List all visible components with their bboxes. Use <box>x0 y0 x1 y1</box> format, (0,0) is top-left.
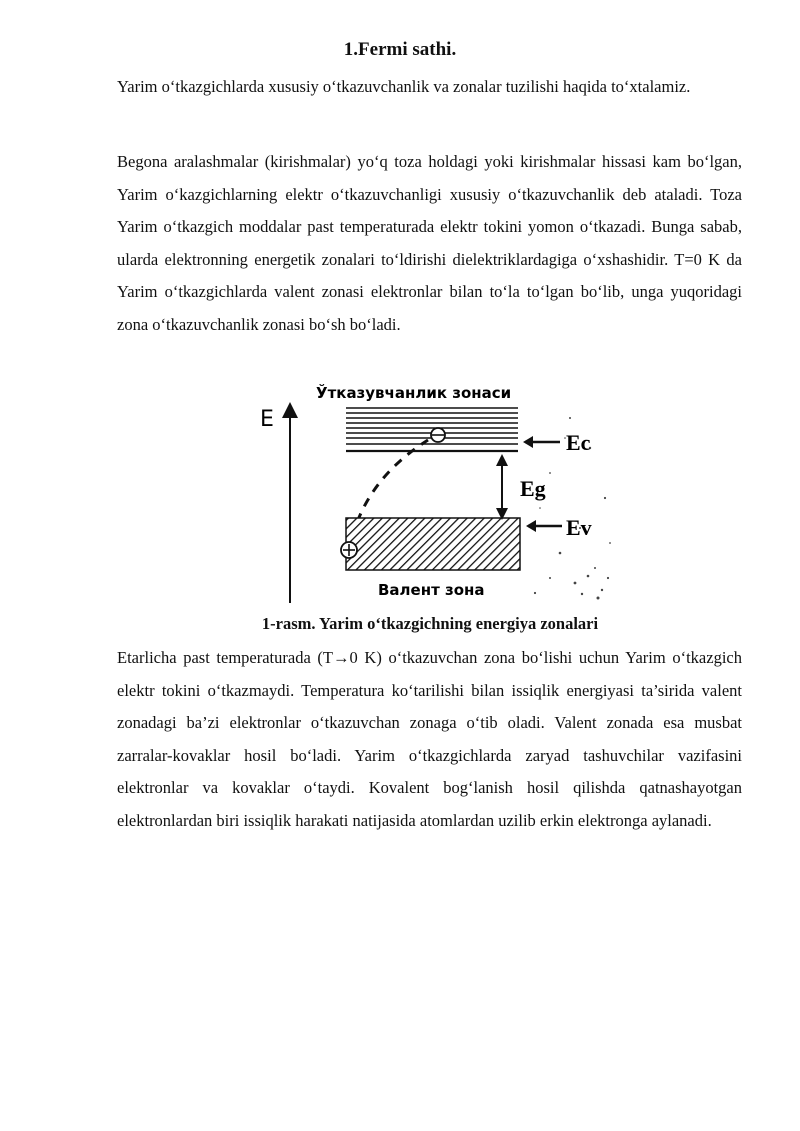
valence-band-label: Валент зона <box>378 581 485 599</box>
energy-axis-label: E <box>260 407 274 432</box>
figure-caption: 1-rasm. Yarim o‘tkazgichning energiya zonalari <box>261 614 599 633</box>
conduction-band-label: Ўтказувчанлик зонаси <box>316 384 512 402</box>
energy-band-figure <box>250 378 615 606</box>
ev-label: Ev <box>566 515 592 540</box>
ec-label: Ec <box>566 430 591 455</box>
section-title: 1.Fermi sathi. <box>343 39 457 60</box>
definition-paragraph: Begona aralashmalar (kirishmalar) yo‘q toza holdagi yoki kirishmalar hissasi kam bo‘lgan, Yarim o‘kazgichlarning elektr o‘tkazuvchanligi xususiy o‘tkazuvchanlik deb ataladi. Toza Yarim o‘tkazgich moddalar past temperaturada elektr tokini yomon o‘tkazadi. Bunga sabab, ularda elektronning energetik zonalari to‘ldirishi dielektriklardagiga o‘xshashidir. T=0 K da Yarim o‘tkazgichlarda valent zonasi elektronlar bilan to‘la to‘lgan bo‘lib, unga yuqoridagi zona o‘tkazuvchanlik zonasi bo‘sh bo‘ladi. <box>117 152 742 334</box>
conduction-band <box>346 408 518 451</box>
energy-band-diagram <box>250 378 615 606</box>
valence-band <box>346 518 520 570</box>
intro-paragraph: Yarim o‘tkazgichlarda xususiy o‘tkazuvchanlik va zonalar tuzilishi haqida to‘xtalamiz. <box>117 77 691 96</box>
temperature-paragraph: Etarlicha past temperaturada (T→0 K) o‘tkazuvchan zona bo‘lishi uchun Yarim o‘tkazgich elektr tokini o‘tkazmaydi. Temperatura ko‘tarilishi bilan issiqlik energiyasi ta’sirida valent zonadagi ba’zi elektronlar o‘tkazuvchan zonaga o‘tib oladi. Valent zonada esa musbat zarralar-kovaklar hosil bo‘ladi. Yarim o‘tkazgichlarda zaryad tashuvchilar vazifasini elektronlar va kovaklar o‘taydi. Kovalent bog‘lanish hosil qilishda qatnashayotgan elektronlardan biri issiqlik harakati natijasida atomlardan uzilib erkin elektronga aylanadi. <box>117 648 742 830</box>
eg-label: Eg <box>520 476 546 501</box>
